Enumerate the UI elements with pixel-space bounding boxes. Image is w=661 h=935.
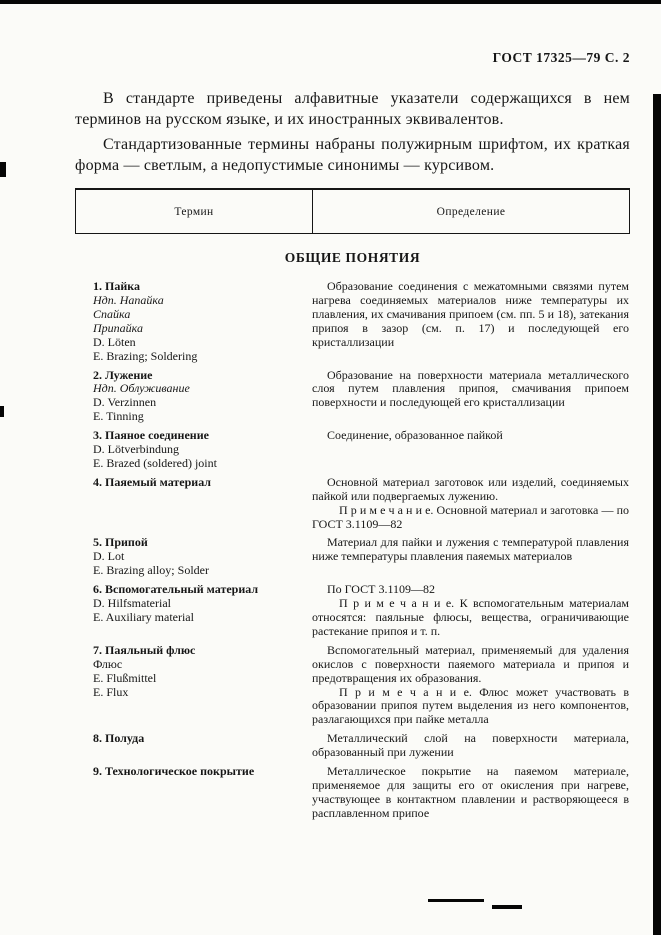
scan-artifact-bottom-mark-1 bbox=[428, 899, 484, 902]
term-line: 1. Пайка bbox=[93, 279, 140, 294]
scan-artifact-right-edge bbox=[653, 94, 661, 935]
term-entry bbox=[75, 280, 630, 363]
term-entry bbox=[75, 476, 630, 532]
term-line: Флюс bbox=[93, 656, 123, 671]
term-line: 6. Вспомогательный материал bbox=[93, 582, 259, 597]
definition-cell bbox=[312, 583, 630, 639]
definition-paragraph: П р и м е ч а н и е. Флюс может участвовать в образовании припоя путем выделения из него компонентов, разлагающихся при пайке металла bbox=[312, 684, 629, 727]
definition-paragraph: Соединение, образованное пайкой bbox=[327, 428, 503, 443]
definition-paragraph: Металлическое покрытие на паяемом материале, применяемое для защиты его от окисления при нагреве, участвующее в контактном плавлении и растворяющееся в расплавленном припое bbox=[312, 764, 629, 820]
term-line: E. Flux bbox=[93, 684, 129, 699]
term-line: E. Brazing; Soldering bbox=[93, 348, 198, 363]
term-line: 8. Полуда bbox=[93, 731, 145, 746]
term-line: 5. Припой bbox=[93, 535, 148, 550]
term-cell bbox=[75, 644, 312, 727]
term-cell bbox=[75, 429, 312, 471]
term-line: E. Brazed (soldered) joint bbox=[93, 455, 217, 470]
definition-cell bbox=[312, 732, 630, 760]
term-cell bbox=[75, 476, 312, 532]
term-line: Ндп. Напайка bbox=[93, 292, 164, 307]
term-line: D. Hilfsmaterial bbox=[93, 596, 171, 611]
term-entry bbox=[75, 429, 630, 471]
term-line: E. Brazing alloy; Solder bbox=[93, 563, 209, 578]
definition-cell bbox=[312, 644, 630, 727]
term-entry bbox=[75, 765, 630, 821]
term-entry bbox=[75, 369, 630, 425]
page-content bbox=[75, 88, 630, 826]
term-line: Спайка bbox=[93, 306, 131, 321]
scan-artifact-top-edge bbox=[0, 0, 661, 4]
term-line: D. Verzinnen bbox=[93, 395, 157, 410]
column-header-definition: Определение bbox=[436, 205, 506, 218]
definition-paragraph: Вспомогательный материал, применяемый для удаления окислов с поверхности паяемого материала и припоя и предотвращения их образования. bbox=[312, 642, 629, 685]
term-line: 3. Паяное соединение bbox=[93, 428, 209, 443]
definition-paragraph: Основной материал заготовок или изделий, соединяемых пайкой или подвергаемых лужению. bbox=[312, 474, 629, 503]
document-reference: ГОСТ 17325—79 С. 2 bbox=[492, 50, 630, 65]
definition-paragraph: Металлический слой на поверхности материала, образованный при лужении bbox=[312, 731, 629, 760]
definition-cell bbox=[312, 476, 630, 532]
scan-artifact-left-mark-1 bbox=[0, 162, 6, 177]
scan-artifact-left-mark-2 bbox=[0, 406, 4, 417]
term-line: Припайка bbox=[93, 320, 143, 335]
term-cell bbox=[75, 536, 312, 578]
definition-paragraph: Материал для пайки и лужения с температурой плавления ниже температуры плавления паяемых материалов bbox=[312, 535, 629, 564]
definition-cell bbox=[312, 280, 630, 363]
term-entry bbox=[75, 536, 630, 578]
definition-paragraph: П р и м е ч а н и е. Основной материал и заготовка — по ГОСТ 3.1109—82 bbox=[312, 502, 629, 531]
definition-paragraph: Образование на поверхности материала металлического слоя путем плавления припоя, смачивания припоем поверхности и последующей его кристаллизации bbox=[312, 367, 629, 410]
term-cell bbox=[75, 369, 312, 425]
terms-table-body bbox=[75, 280, 630, 821]
intro-paragraphs bbox=[75, 88, 630, 176]
definition-paragraph: Образование соединения с межатомными связями путем нагрева соединяемых материалов ниже температуры их плавления, их смачивания припоем (см. пп. 5 и 18), затекания припоя в зазор (см. п. 17) и последующей его кристаллизации bbox=[312, 279, 629, 349]
term-line: E. Auxiliary material bbox=[93, 610, 194, 624]
term-line: D. Lötverbindung bbox=[93, 442, 179, 457]
term-cell bbox=[75, 583, 312, 639]
term-cell bbox=[75, 732, 312, 760]
term-entry bbox=[75, 732, 630, 760]
term-cell bbox=[75, 765, 312, 821]
term-line: E. Tinning bbox=[93, 409, 144, 424]
definition-paragraph: П р и м е ч а н и е. К вспомогательным материалам относятся: паяльные флюсы, вещества, ограничивающие растекание припоя и т. п. bbox=[312, 596, 629, 638]
term-line: 4. Паяемый материал bbox=[93, 474, 212, 489]
definition-cell bbox=[312, 429, 630, 471]
term-line: 9. Технологическое покрытие bbox=[93, 764, 255, 779]
scan-artifact-bottom-mark-2 bbox=[492, 905, 522, 909]
term-entry bbox=[75, 644, 630, 727]
term-line: D. Lot bbox=[93, 549, 125, 564]
definition-paragraph: По ГОСТ 3.1109—82 bbox=[327, 582, 436, 597]
terms-table bbox=[75, 188, 630, 821]
term-entry bbox=[75, 583, 630, 639]
terms-table-header bbox=[75, 188, 630, 234]
term-line: E. Flußmittel bbox=[93, 670, 157, 685]
definition-cell bbox=[312, 765, 630, 821]
term-line: 7. Паяльный флюс bbox=[93, 642, 196, 657]
intro-paragraph-1: В стандарте приведены алфавитные указатели содержащихся в нем терминов на русском языке, и их иностранных эквивалентов. bbox=[75, 90, 630, 129]
column-header-term: Термин bbox=[76, 190, 313, 233]
term-line: Ндп. Облуживание bbox=[93, 381, 190, 396]
term-cell bbox=[75, 280, 312, 363]
section-title: ОБЩИЕ ПОНЯТИЯ bbox=[284, 250, 421, 266]
term-line: D. Löten bbox=[93, 334, 136, 349]
intro-paragraph-2: Стандартизованные термины набраны полужирным шрифтом, их краткая форма — светлым, а недопустимые синонимы — курсивом. bbox=[75, 135, 630, 174]
term-line: 2. Лужение bbox=[93, 367, 153, 382]
definition-cell bbox=[312, 369, 630, 425]
definition-cell bbox=[312, 536, 630, 578]
